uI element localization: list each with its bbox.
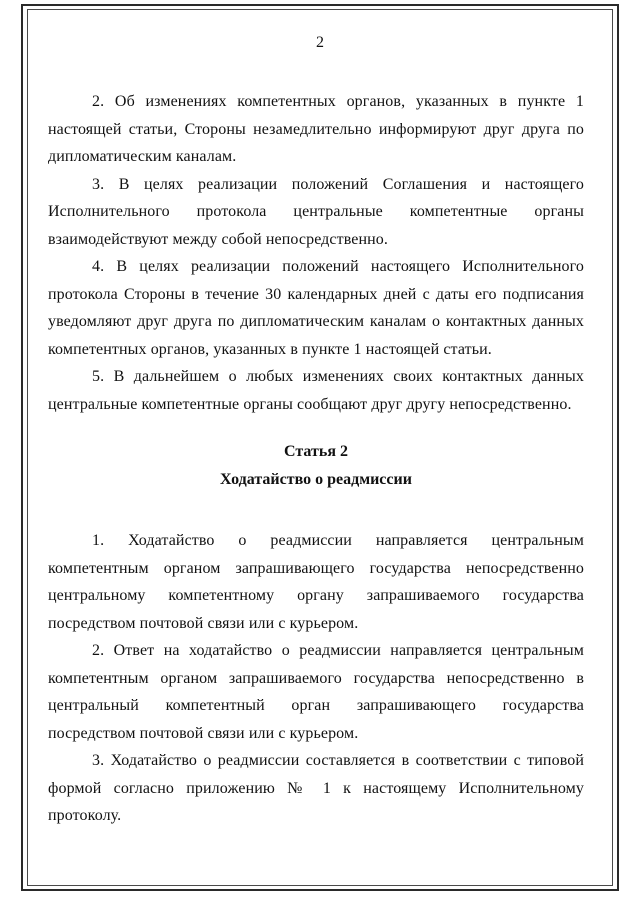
article-heading: [48, 438, 584, 493]
document-body: [48, 88, 584, 830]
article-paragraph-3: 3. Ходатайство о реадмиссии составляется в соответствии с типовой формой согласно приложению № 1 к настоящему Исполнительному протоколу.: [48, 752, 584, 824]
paragraph-3: 3. В целях реализации положений Соглашения и настоящего Исполнительного протокола центральные компетентные органы взаимодействуют между собой непосредственно.: [48, 175, 584, 248]
paragraph-4: 4. В целях реализации положений настоящего Исполнительного протокола Стороны в течение 30 календарных дней с даты его подписания уведомляют друг друга по дипломатическим каналам о контактных данных компетентных органов, указанных в пункте 1 настоящей статьи.: [48, 258, 584, 358]
paragraph-5: 5. В дальнейшем о любых изменениях своих контактных данных центральные компетентные органы сообщают друг другу непосредственно.: [48, 368, 584, 413]
article-paragraph-1: 1. Ходатайство о реадмиссии направляется центральным компетентным органом запрашивающего государства непосредственно центральному компетентному органу запрашиваемого государства посредством почтовой связи или с курьером.: [48, 532, 584, 632]
paragraph-2: 2. Об изменениях компетентных органов, указанных в пункте 1 настоящей статьи, Стороны незамедлительно информируют друг друга по дипломатическим каналам.: [48, 93, 584, 165]
article-number: Статья 2: [284, 443, 348, 460]
page-number: 2: [316, 34, 324, 51]
article-title: Ходатайство о реадмиссии: [220, 470, 412, 488]
article-paragraph-2: 2. Ответ на ходатайство о реадмиссии направляется центральным компетентным органом запрашиваемого государства непосредственно в центральный компетентный орган запрашивающего государства посредством почтовой связи или с курьером.: [48, 642, 584, 742]
